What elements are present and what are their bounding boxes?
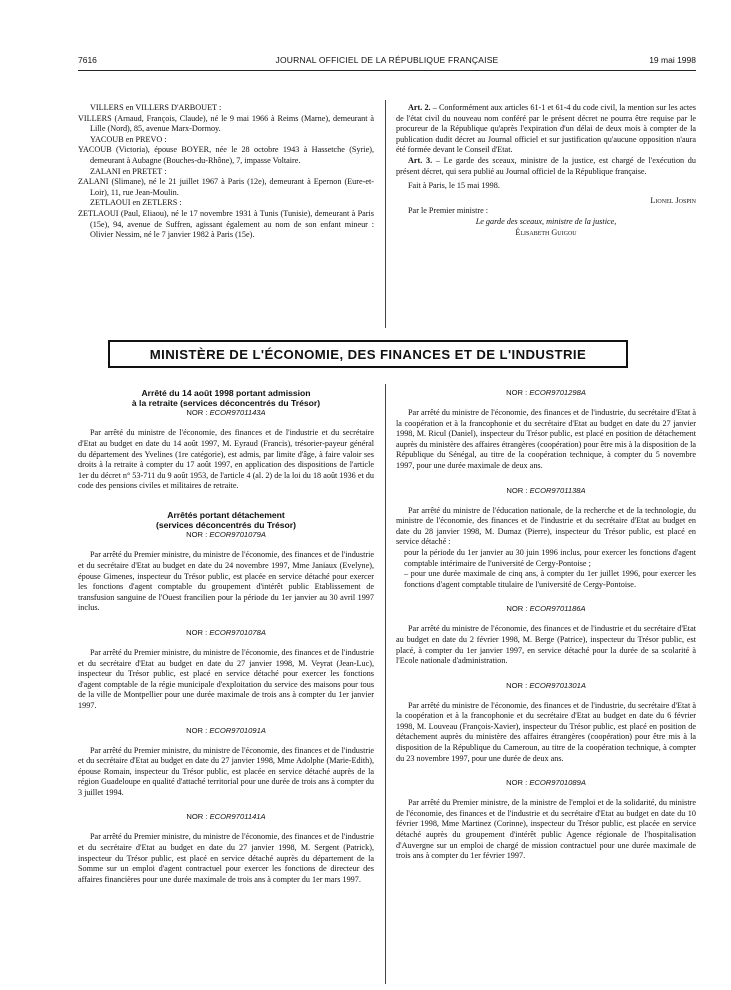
name-change-list bbox=[78, 103, 374, 241]
nor-reference: NOR : ECOR9701078A bbox=[186, 627, 266, 637]
arrete-text: Par arrêté du ministre de l'économie, des finances et de l'industrie et du secrétaire d'Etat au budget en date du 2 février 1998, M. Berge (Patrice), inspecteur du Trésor public, est placé, à compter du 1er janvier 1997, en service détaché pour la durée de sa scolarité à l'Ecole nationale d'administration. bbox=[396, 624, 696, 666]
arrete-text: Par arrêté du ministre de l'économie, des finances et de l'industrie et du secrétaire d'Etat au budget en date du 14 août 1997, M. Eyraud (Francis), trésorier-payeur général du département des Yvelines (1re catégorie), est admis, par limite d'âge, à faire valoir ses droits à la retraite à compter du 17 août 1997, en application des dispositions de l'article 1er du décret n° 53-711 du 9 août 1953, de l'article 4 (al. 2) de la loi du 18 août 1936 et du code des pensions civiles et militaires de retraite. bbox=[78, 428, 374, 491]
arrete-title: Arrêtés portant détachement bbox=[167, 509, 285, 520]
article-2 bbox=[396, 103, 696, 156]
list-heading: ZALANI en PRETET : bbox=[90, 166, 167, 176]
list-entry: VILLERS (Arnaud, François, Claude), né le 9 mai 1966 à Reims (Marne), demeurant à Lille (Nord), 85, avenue Marx-Dormoy. bbox=[78, 113, 374, 134]
arrete-text: Par arrêté du Premier ministre, du ministre de l'économie, des finances et de l'industrie et du secrétaire d'Etat au budget en date du 27 janvier 1998, Mme Adolphe (Marie-Edith), épouse Romain, inspecteur du Trésor public, est placée en service détaché auprès de la région Guadeloupe en qualité d'attaché territorial pour une durée de trois ans à compter du 3 juillet 1994. bbox=[78, 745, 374, 797]
ministry-band: MINISTÈRE DE L'ÉCONOMIE, DES FINANCES ET DE L'INDUSTRIE bbox=[108, 340, 628, 368]
by-pm: Par le Premier ministre : bbox=[408, 206, 489, 216]
list-entry: ZETLAOUI (Paul, Eliaou), né le 17 novembre 1931 à Tunis (Tunisie), demeurant à Paris (15e), 94, avenue de Suffren, agissant également au nom de son enfant mineur : Olivier Nessim, né le 7 janvier 1982 à Paris (15e). bbox=[78, 208, 374, 240]
minister-title: Le garde des sceaux, ministre de la justice, bbox=[475, 216, 617, 226]
arrete-text: Par arrêté du ministre de l'éducation nationale, de la recherche et de la technologie, du ministre de l'économie, des finances et de l'industrie et du secrétaire d'Etat au budget en date du 28 janvier 1998, M. Dumaz (Pierre), inspecteur du Trésor public, est placé en service détaché : bbox=[396, 505, 696, 547]
nor-reference: NOR : ECOR9701138A bbox=[506, 485, 586, 495]
page-number: 7616 bbox=[78, 55, 97, 65]
arrete-title: à la retraite (services déconcentrés du Trésor) bbox=[131, 398, 321, 409]
journal-title: JOURNAL OFFICIEL DE LA RÉPUBLIQUE FRANÇAISE bbox=[275, 55, 499, 65]
done-at: Fait à Paris, le 15 mai 1998. bbox=[408, 181, 500, 191]
nor-reference: NOR : ECOR9701079A bbox=[186, 530, 266, 540]
arrete-text: Par arrêté du ministre de l'économie, des finances et de l'industrie, du secrétaire d'Etat à la coopération et à la francophonie et du secrétaire d'Etat au budget en date du 27 janvier 1998, M. Ricul (Daniel), inspecteur du Trésor public, est placé en position de détachement auprès du ministère des affaires étrangères (coopération) pour être mis à la disposition de la République du Sénégal, au titre de la coopération technique, à compter du 5 novembre 1997, pour une durée maximale de deux ans. bbox=[396, 408, 696, 470]
right-column bbox=[396, 388, 696, 862]
nor-reference: NOR : ECOR9701143A bbox=[186, 408, 266, 418]
arrete-title: Arrêté du 14 août 1998 portant admission bbox=[141, 388, 311, 398]
article-3-label: Art. 3. bbox=[408, 155, 433, 165]
minister-signature: Élisabeth Guigou bbox=[515, 227, 577, 237]
nor-reference: NOR : ECOR9701089A bbox=[506, 778, 586, 788]
article-2-label: Art. 2. bbox=[408, 103, 431, 112]
arrete-title: (services déconcentrés du Trésor) bbox=[156, 520, 296, 531]
list-entry: YACOUB (Victoria), épouse BOYER, née le 28 octobre 1943 à Hassetche (Syrie), demeurant à Aubagne (Bouches-du-Rhône), 7, impasse Voltaire. bbox=[78, 145, 374, 165]
article-2-text: – Conformément aux articles 61-1 et 61-4 du code civil, la mention sur les actes de l'état civil du nouveau nom conféré par le présent décret ne pourra être requise par le procureur de la République qu'après l'expiration d'un délai de deux mois à compter de la publication dudit décret au Journal officiel et sur justification qu'aucune opposition n'aura été formée devant le Conseil d'Etat. bbox=[396, 103, 696, 155]
list-heading: ZETLAOUI en ZETLERS : bbox=[90, 198, 182, 208]
nor-reference: NOR : ECOR9701186A bbox=[506, 604, 586, 614]
list-heading: YACOUB en PREVO : bbox=[90, 134, 167, 144]
arrete-text: Par arrêté du Premier ministre, de la ministre de l'emploi et de la solidarité, du ministre de l'économie, des finances et de l'industrie et du secrétaire d'Etat au budget en date du 10 février 1998, Mme Martinez (Corinne), inspecteur du Trésor public, est placée en service détaché auprès du groupement d'intérêt public Agence régionale de l'hospitalisation d'Auvergne sur un emploi de chargé de mission contractuel pour une durée maximale de trois ans à compter du 1er février 1997. bbox=[396, 798, 696, 861]
column-divider bbox=[385, 100, 386, 328]
header-rule bbox=[78, 70, 696, 71]
nor-reference: NOR : ECOR9701298A bbox=[506, 388, 586, 397]
nor-reference: NOR : ECOR9701091A bbox=[186, 725, 266, 735]
pm-signature: Lionel Jospin bbox=[650, 195, 696, 205]
page-header bbox=[78, 55, 696, 69]
arrete-text: Par arrêté du Premier ministre, du ministre de l'économie, des finances et de l'industrie et du secrétaire d'Etat au budget en date du 27 janvier 1998, M. Veyrat (Jean-Luc), inspecteur du Trésor public, est placé en service détaché pour exercer les fonctions d'agent comptable de la régie municipale d'exploitation du service des maisons pour tous de la ville de Montpellier pour une durée maximale de trois ans à compter du 1er janvier 1997. bbox=[78, 647, 374, 710]
list-heading: VILLERS en VILLERS D'ARBOUET : bbox=[90, 103, 222, 112]
nor-reference: NOR : ECOR9701141A bbox=[186, 812, 266, 822]
list-item: pour la période du 1er janvier au 30 juin 1996 inclus, pour exercer les fonctions d'agent comptable intérimaire de l'université de Cergy-Pontoise ; bbox=[404, 547, 696, 568]
issue-date: 19 mai 1998 bbox=[649, 55, 696, 65]
arrete-text: Par arrêté du ministre de l'économie, des finances et de l'industrie, du secrétaire d'Etat à la coopération et à la francophonie et du secrétaire d'Etat au budget en date du 6 février 1998, M. Louveau (François-Xavier), inspecteur du Trésor public, est placé en position de détachement auprès du ministère des affaires étrangères (coopération) pour être mis à la disposition de la République du Cameroun, au titre de la coopération technique, à compter du 23 novembre 1997, pour une durée de deux ans. bbox=[396, 700, 696, 763]
article-3 bbox=[396, 156, 696, 177]
list-entry: ZALANI (Slimane), né le 21 juillet 1967 à Paris (12e), demeurant à Epernon (Eure-et-Loir), 11, rue Jean-Moulin. bbox=[78, 177, 374, 197]
decree-articles bbox=[396, 103, 696, 238]
list-item: – pour une durée maximale de cinq ans, à compter du 1er juillet 1996, pour exercer les fonctions d'agent comptable titulaire de l'université de Cergy-Pontoise. bbox=[404, 569, 696, 589]
arrete-text: Par arrêté du Premier ministre, du ministre de l'économie, des finances et de l'industrie et du secrétaire d'Etat au budget en date du 24 novembre 1997, Mme Janiaux (Evelyne), épouse Gimenes, inspecteur du Trésor public, est placée en service détaché pour exercer les fonctions d'agent comptable du groupement d'intérêt public Etablissement de transfusion sanguine de l'Ouest francilien pour la période du 1er janvier au 30 avril 1997 inclus. bbox=[78, 550, 374, 613]
column-divider bbox=[385, 384, 386, 984]
nor-reference: NOR : ECOR9701301A bbox=[506, 680, 586, 690]
left-column bbox=[78, 388, 374, 885]
arrete-text: Par arrêté du Premier ministre, du ministre de l'économie, des finances et de l'industrie et du secrétaire d'Etat au budget en date du 27 janvier 1998, M. Sergent (Patrick), inspecteur du Trésor public, est placé en service détaché auprès du département de la Somme sur un emploi d'agent contractuel pour exercer les fonctions de directeur des affaires financières pour une durée maximale de trois ans à compter du 1er mars 1997. bbox=[78, 832, 374, 884]
article-3-text: – Le garde des sceaux, ministre de la justice, est chargé de l'exécution du présent décret, qui sera publié au Journal officiel de la République française. bbox=[396, 155, 696, 176]
